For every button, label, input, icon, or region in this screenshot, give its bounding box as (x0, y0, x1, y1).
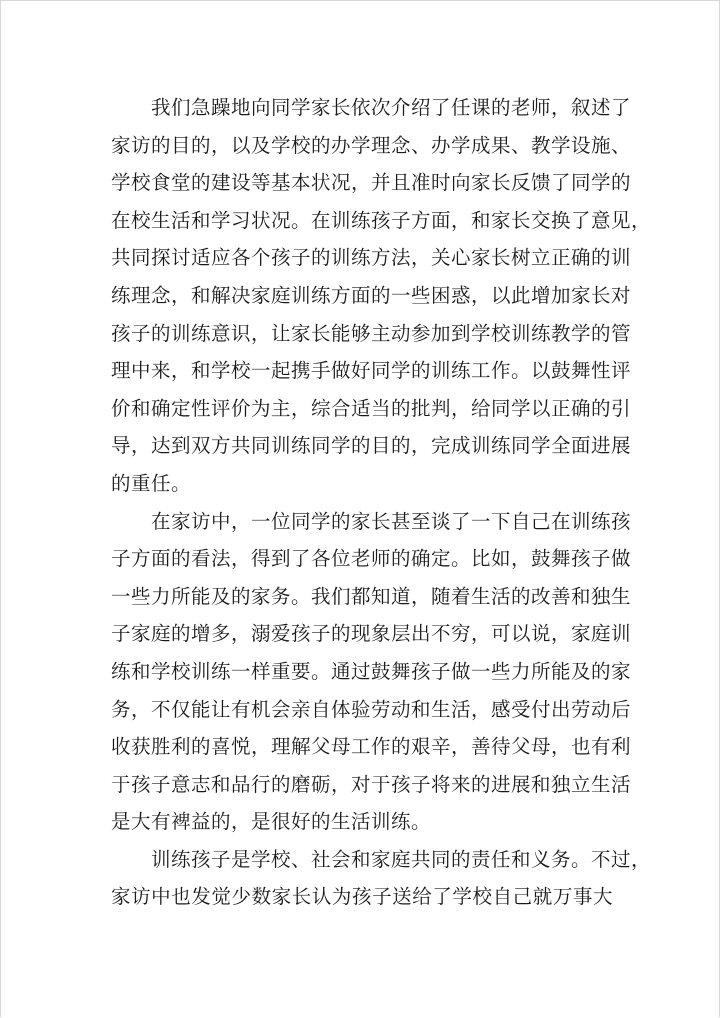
text-line: 练理念，和解决家庭训练方面的一些困惑，以此增加家长对 (111, 283, 632, 307)
text-line: 训练孩子是学校、社会和家庭共同的责任和义务。不过， (151, 847, 652, 871)
text-line: 务，不仅能让有机会亲自体验劳动和生活，感受付出劳动后 (111, 697, 632, 721)
paragraph-2 (111, 503, 632, 841)
text-line: 的重任。 (111, 471, 192, 495)
text-line: 练和学校训练一样重要。通过鼓舞孩子做一些力所能及的家 (111, 659, 632, 683)
text-line: 是大有裨益的，是很好的生活训练。 (111, 810, 432, 834)
text-line: 于孩子意志和品行的磨砺，对于孩子将来的进展和独立生活 (111, 772, 632, 796)
text-line: 家访中也发觉少数家长认为孩子送给了学校自己就万事大 (111, 885, 613, 909)
paragraph-3 (111, 841, 652, 916)
text-line: 在校生活和学习状况。在训练孩子方面，和家长交换了意见， (111, 208, 652, 232)
text-line: 一些力所能及的家务。我们都知道，随着生活的改善和独生 (111, 584, 632, 608)
text-line: 子方面的看法，得到了各位老师的确定。比如，鼓舞孩子做 (111, 547, 632, 571)
text-line: 我们急躁地向同学家长依次介绍了任课的老师，叙述了 (151, 96, 632, 119)
text-line: 理中来，和学校一起携手做好同学的训练工作。以鼓舞性评 (111, 359, 632, 383)
document-body (111, 89, 652, 916)
text-line: 导，达到双方共同训练同学的目的，完成训练同学全面进展 (111, 434, 632, 458)
paragraph-1 (111, 89, 652, 503)
text-line: 子家庭的增多，溺爱孩子的现象层出不穷，可以说，家庭训 (111, 622, 632, 646)
text-line: 孩子的训练意识，让家长能够主动参加到学校训练教学的管 (111, 321, 632, 345)
text-line: 收获胜利的喜悦，理解父母工作的艰辛，善待父母，也有利 (111, 735, 632, 759)
text-line: 家访的目的，以及学校的办学理念、办学成果、教学设施、 (111, 133, 632, 157)
text-line: 学校食堂的建设等基本状况，并且准时向家长反馈了同学的 (111, 171, 632, 195)
text-line: 价和确定性评价为主，综合适当的批判，给同学以正确的引 (111, 396, 632, 420)
text-line: 共同探讨适应各个孩子的训练方法，关心家长树立正确的训 (111, 246, 632, 270)
text-line: 在家访中，一位同学的家长甚至谈了一下自己在训练孩 (151, 509, 632, 533)
